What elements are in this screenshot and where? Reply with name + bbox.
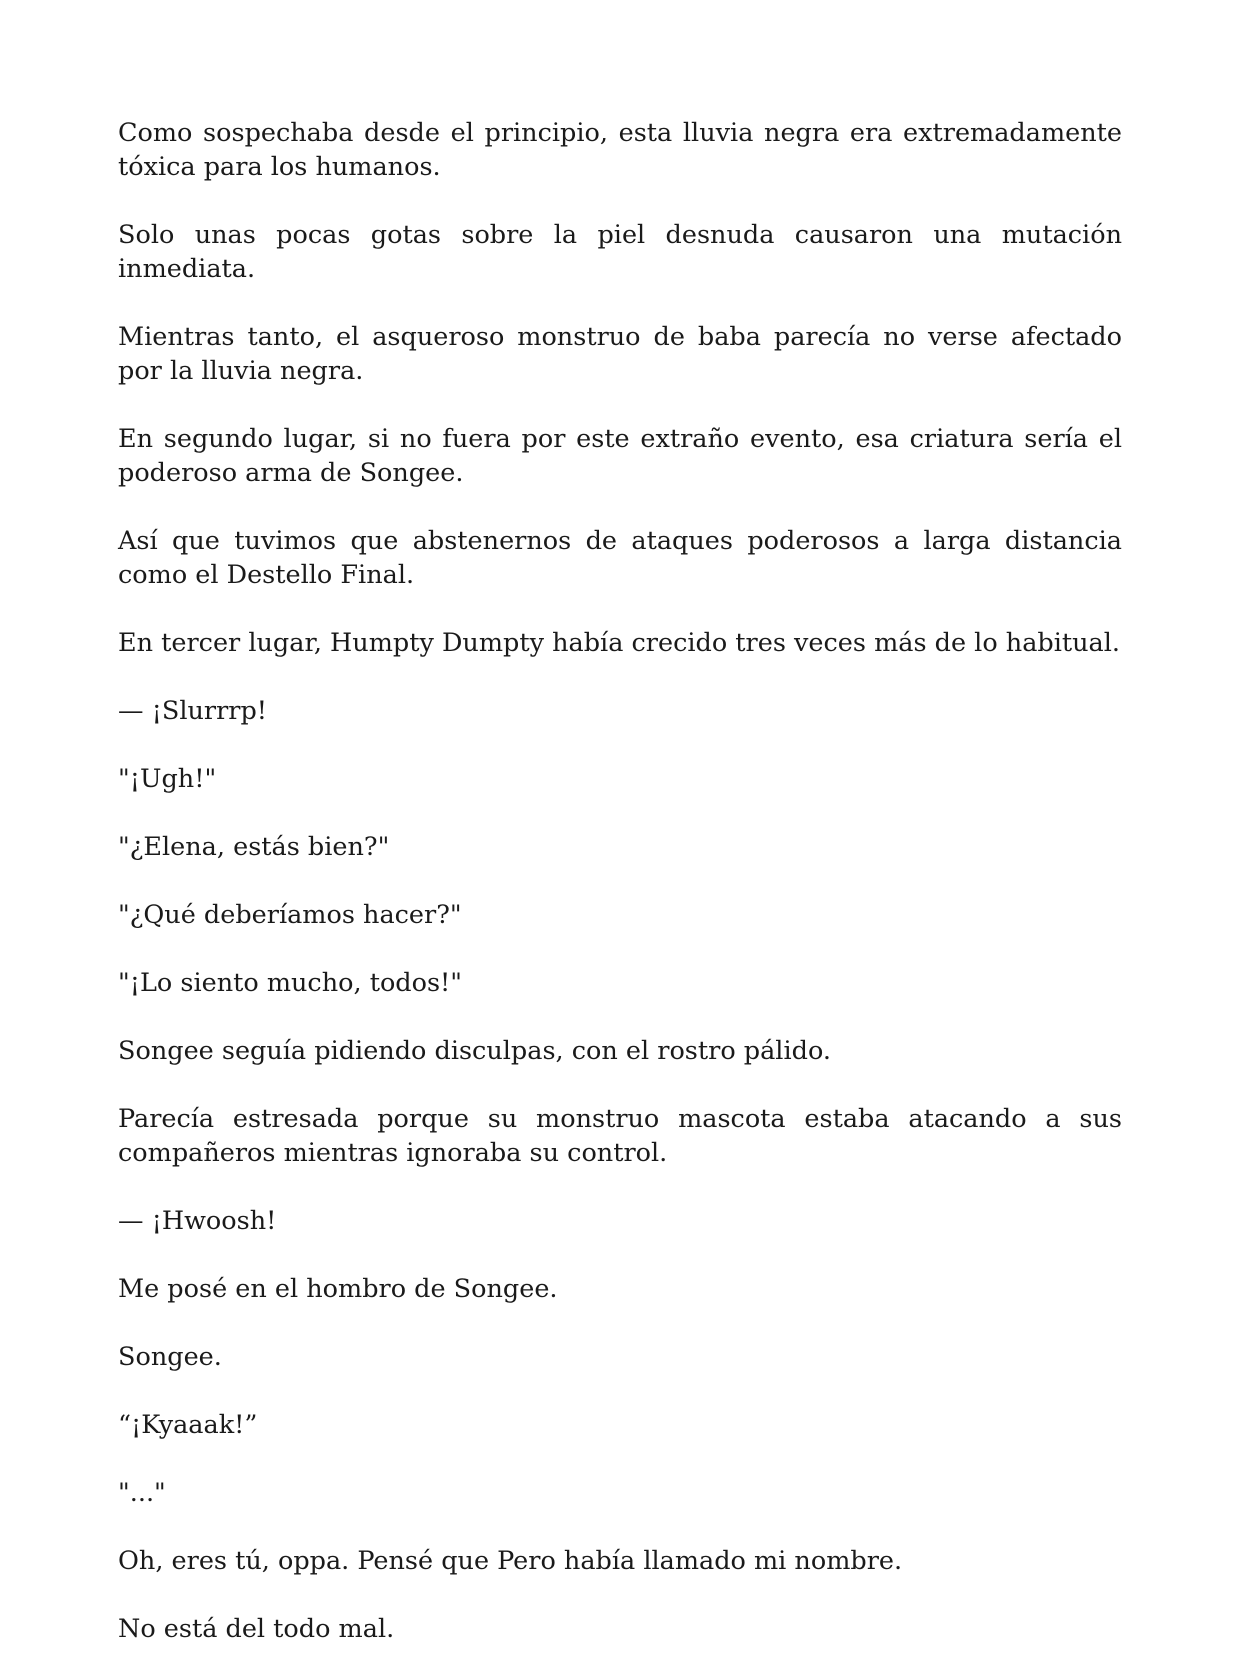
dialogue-line-2: "¡Ugh!" xyxy=(118,764,217,794)
paragraph-8: Parecía estresada porque su monstruo mascota estaba atacando a sus compañeros mientras ignoraba su control. xyxy=(118,1104,1122,1168)
dialogue-line-5: "¡Lo siento mucho, todos!" xyxy=(118,968,463,998)
dialogue-line-7: “¡Kyaaak!” xyxy=(118,1410,258,1440)
body-text xyxy=(118,116,1122,1680)
dialogue-line-4: "¿Qué deberíamos hacer?" xyxy=(118,900,462,930)
paragraph-1: Como sospechaba desde el principio, esta lluvia negra era extremadamente tóxica para los humanos. xyxy=(118,118,1122,182)
paragraph-12: No está del todo mal. xyxy=(118,1614,395,1644)
paragraph-11: Oh, eres tú, oppa. Pensé que Pero había llamado mi nombre. xyxy=(118,1546,903,1576)
paragraph-3: Mientras tanto, el asqueroso monstruo de baba parecía no verse afectado por la lluvia negra. xyxy=(118,322,1122,386)
paragraph-7: Songee seguía pidiendo disculpas, con el rostro pálido. xyxy=(118,1036,831,1066)
paragraph-2: Solo unas pocas gotas sobre la piel desnuda causaron una mutación inmediata. xyxy=(118,220,1122,284)
dialogue-line-1: — ¡Slurrrp! xyxy=(118,696,268,726)
paragraph-10: Songee. xyxy=(118,1342,222,1372)
dialogue-line-8: "..." xyxy=(118,1478,166,1508)
paragraph-9: Me posé en el hombro de Songee. xyxy=(118,1274,558,1304)
dialogue-line-3: "¿Elena, estás bien?" xyxy=(118,832,390,862)
paragraph-6: En tercer lugar, Humpty Dumpty había crecido tres veces más de lo habitual. xyxy=(118,628,1121,658)
paragraph-4: En segundo lugar, si no fuera por este extraño evento, esa criatura sería el poderoso arma de Songee. xyxy=(118,424,1122,488)
dialogue-line-6: — ¡Hwoosh! xyxy=(118,1206,277,1236)
paragraph-5: Así que tuvimos que abstenernos de ataques poderosos a larga distancia como el Destello Final. xyxy=(118,526,1122,590)
